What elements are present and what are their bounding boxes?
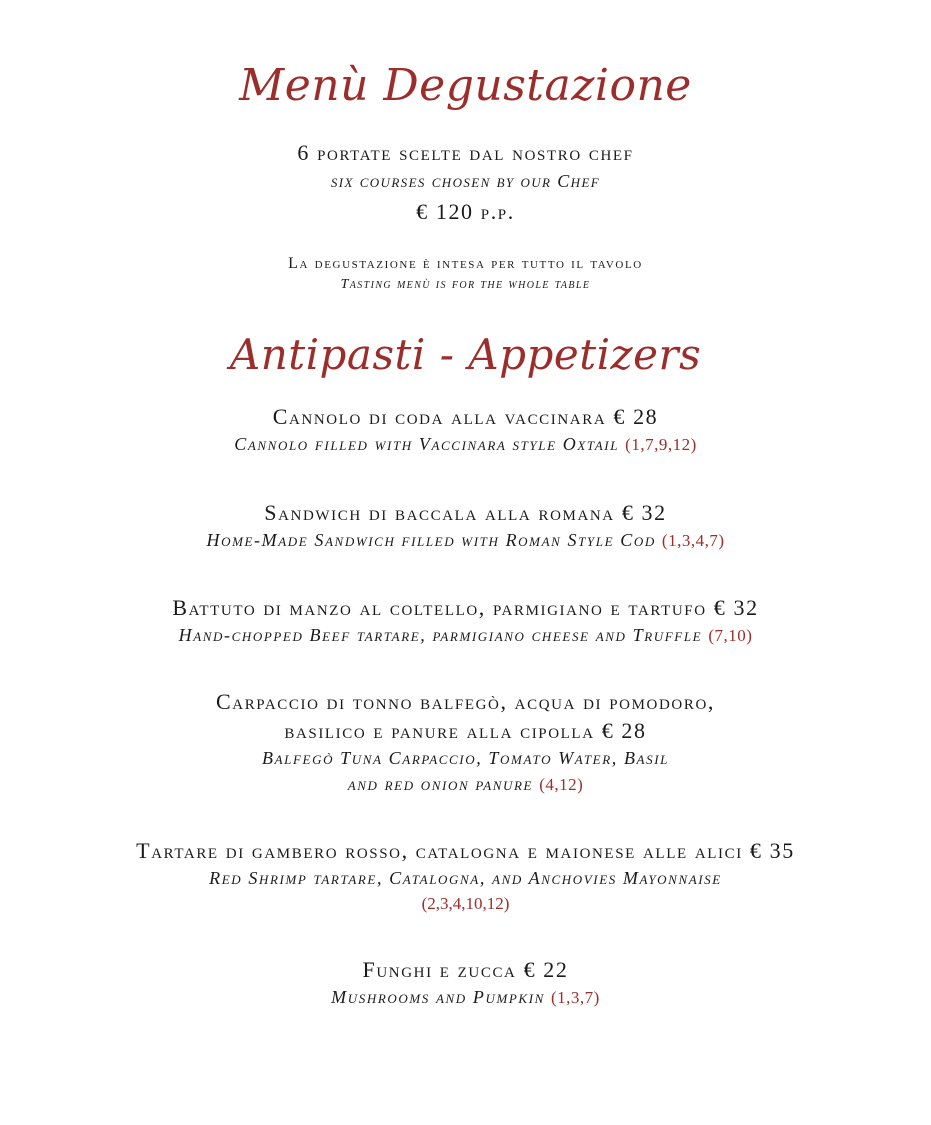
allergen-codes: (7,10) [708,626,753,645]
allergen-codes: (4,12) [539,775,584,794]
dish-name-english [0,527,931,554]
tasting-note-italian: La degustazione è intesa per tutto il tavolo [288,255,643,272]
menu-item-carpaccio [0,687,931,798]
tasting-menu-heading: Menù Degustazione [239,60,692,111]
tasting-courses-english: six courses chosen by our Chef [330,171,601,191]
menu-item-battuto [0,593,931,649]
allergen-codes: (1,7,9,12) [625,435,697,454]
dish-name-english: Red Shrimp tartare, Catalogna, and Anchovies Mayonnaise [209,868,722,888]
dish-name-italian-line1: Carpaccio di tonno balfegò, acqua di pomodoro, [216,689,715,714]
appetizers-heading: Antipasti - Appetizers [229,330,702,379]
menu-item-cannolo [0,402,931,458]
dish-name-english-text: and red onion panure [347,774,534,794]
dish-name-italian: Sandwich di baccala alla romana € 32 [264,500,667,525]
dish-name-english [0,431,931,458]
allergen-codes: (1,3,4,7) [661,531,725,550]
dish-name-italian: Battuto di manzo al coltello, parmigiano e tartufo € 32 [172,595,759,620]
dish-name-italian: Funghi e zucca € 22 [362,957,569,982]
menu-item-tartare-gambero [0,836,931,917]
dish-name-english-text: Cannolo filled with Vaccinara style Oxtail [234,434,620,454]
dish-name-italian: Tartare di gambero rosso, catalogna e maionese alle alici € 35 [136,838,795,863]
dish-name-english-line1: Balfegò Tuna Carpaccio, Tomato Water, Basil [262,748,669,768]
dish-name-italian: Cannolo di coda alla vaccinara € 28 [272,404,659,429]
dish-name-english [0,984,931,1011]
tasting-courses-italian: 6 portate scelte dal nostro chef [297,140,634,165]
dish-name-english-text: Hand-chopped Beef tartare, parmigiano cheese and Truffle [178,625,703,645]
allergen-codes: (1,3,7) [551,988,600,1007]
dish-name-english-text: Home-Made Sandwich filled with Roman Style Cod [206,530,656,550]
dish-name-english [0,622,931,649]
dish-name-italian-line2: basilico e panure alla cipolla € 28 [284,718,647,743]
menu-item-funghi-zucca [0,955,931,1011]
dish-name-english-text: Mushrooms and Pumpkin [331,987,545,1007]
dish-name-english-line2 [0,771,931,798]
tasting-note-english: Tasting menù is for the whole table [340,277,591,292]
tasting-price: € 120 p.p. [416,199,515,224]
menu-item-sandwich [0,498,931,554]
allergen-codes: (2,3,4,10,12) [421,894,510,913]
